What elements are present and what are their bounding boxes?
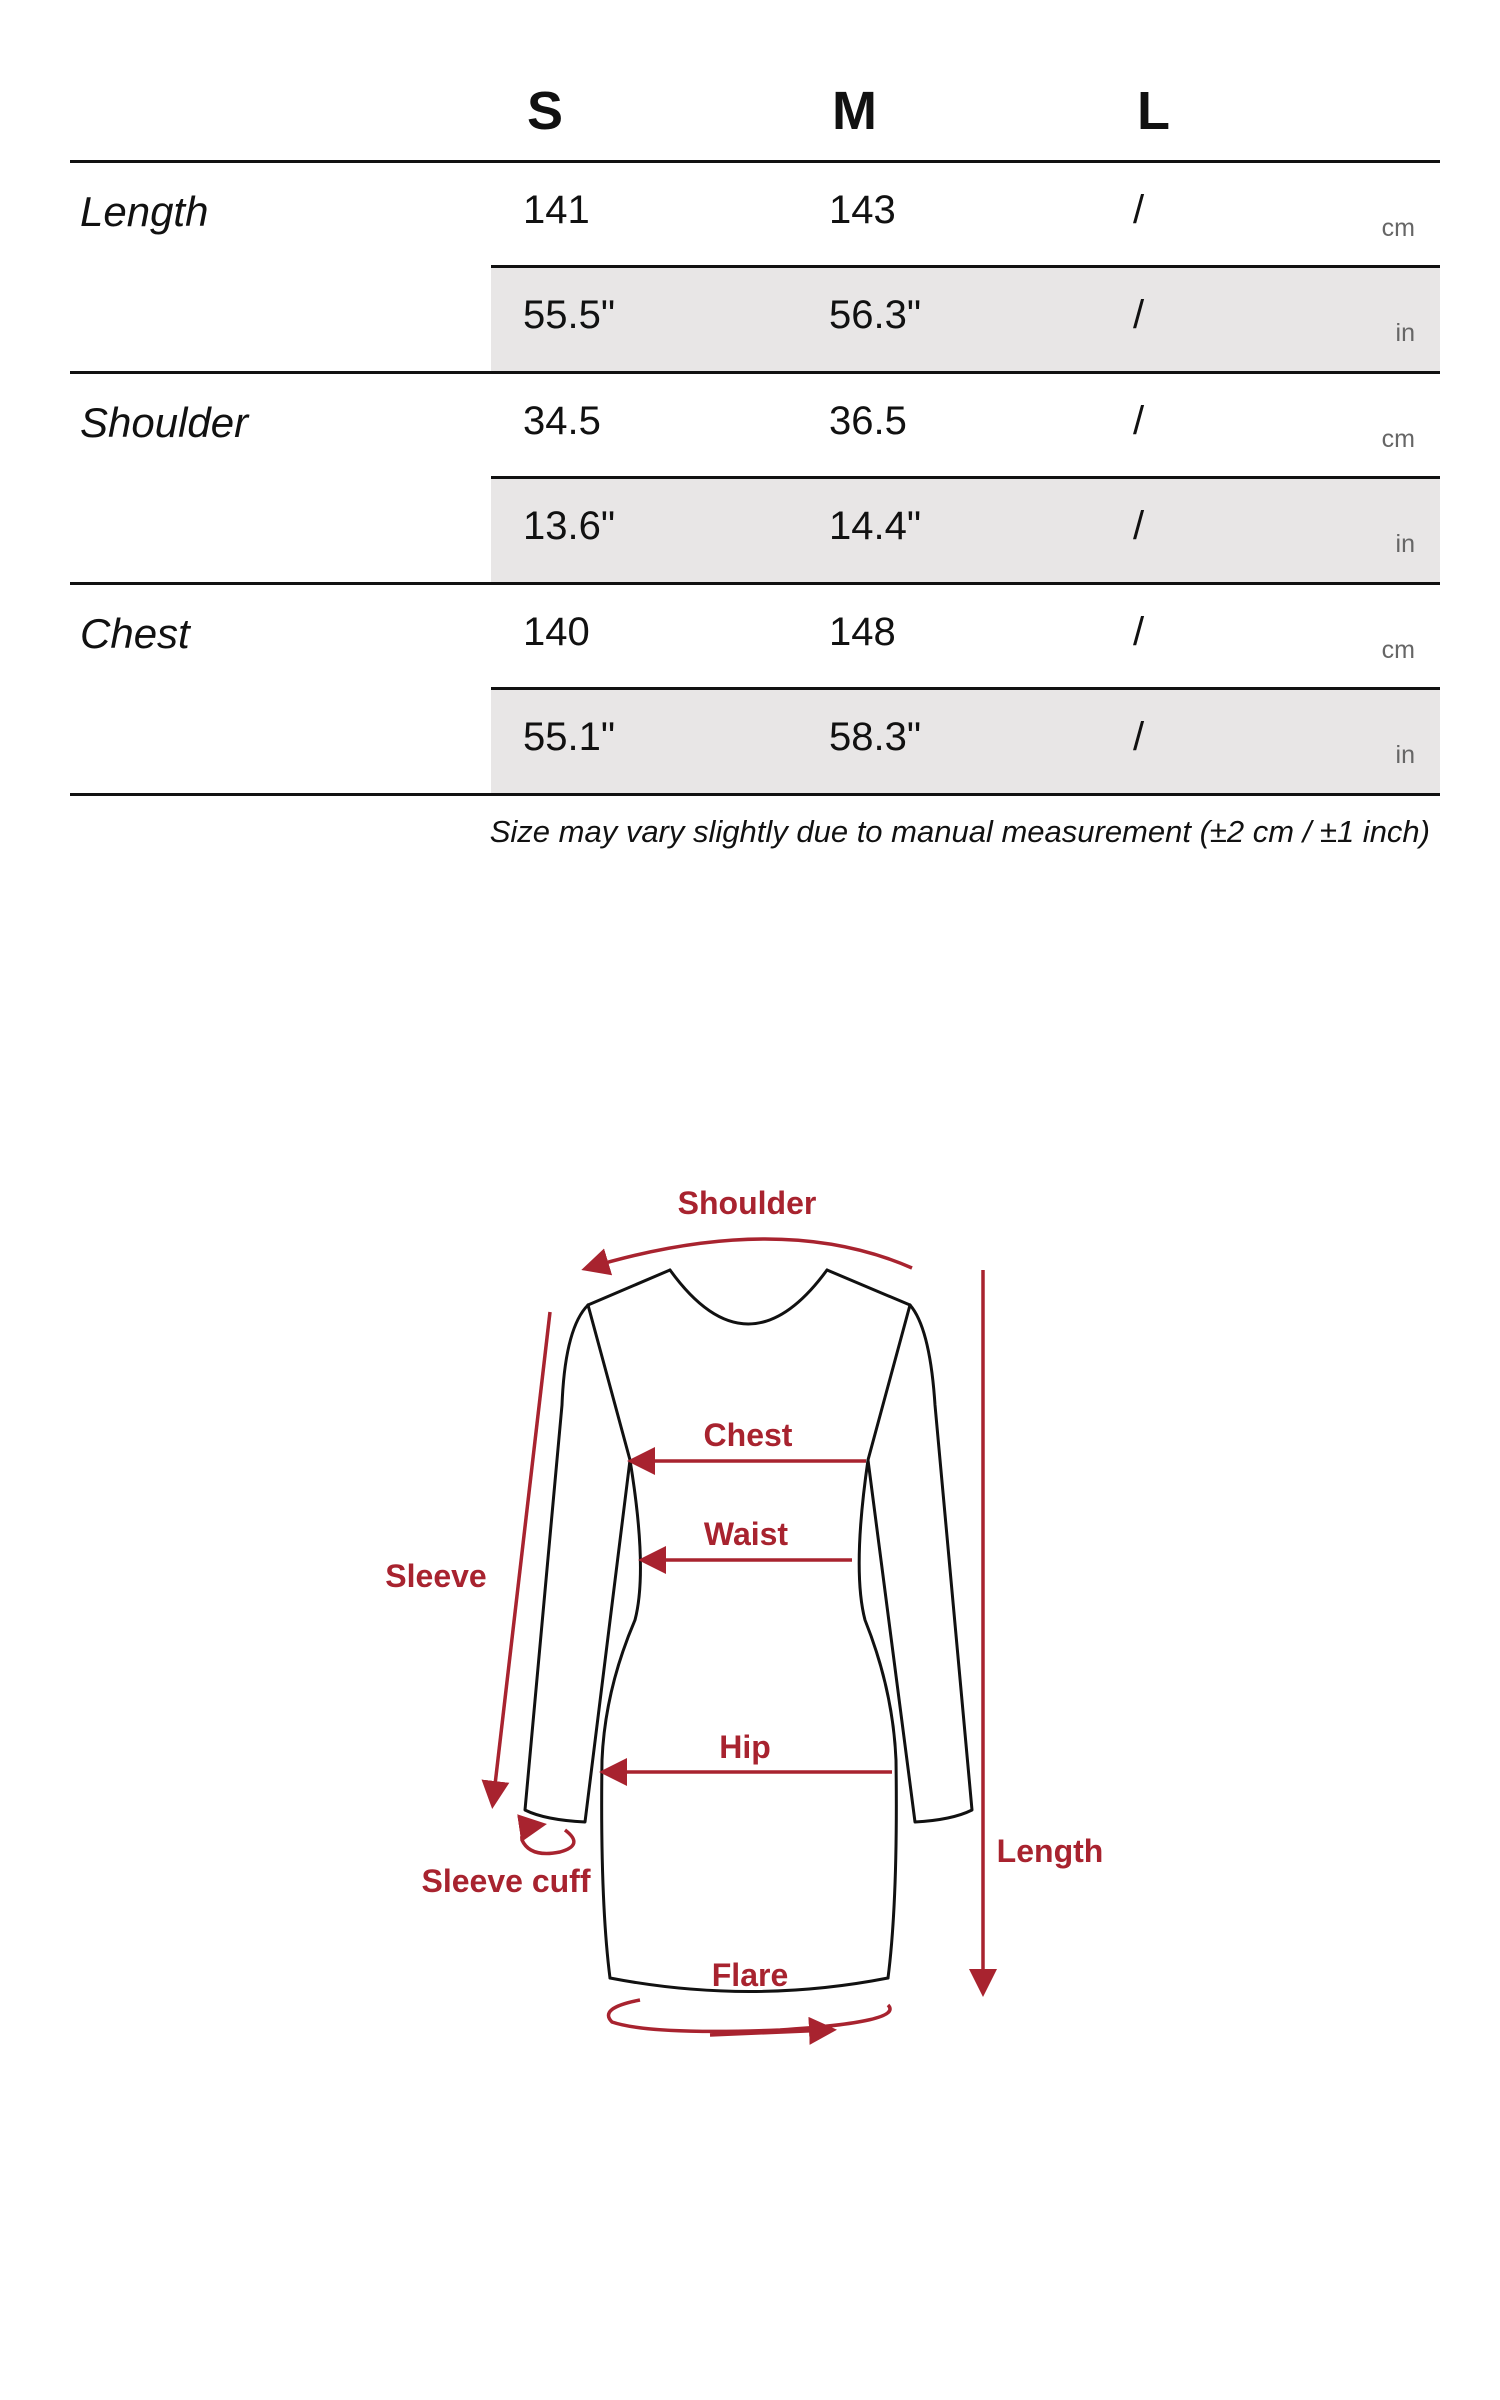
value-l-cm: / xyxy=(1133,610,1145,654)
label-shoulder: Shoulder xyxy=(677,1185,817,1221)
measurement-label: Shoulder xyxy=(80,399,249,446)
label-sleeve: Sleeve xyxy=(385,1558,487,1594)
right-body-edge xyxy=(859,1305,910,1978)
label-waist: Waist xyxy=(703,1516,789,1552)
size-table xyxy=(0,0,1500,880)
measurement-label: Length xyxy=(80,188,209,235)
dress-measurement-diagram xyxy=(0,1100,1500,2100)
value-s-cm: 141 xyxy=(523,188,590,232)
table-row xyxy=(0,584,1500,688)
dress-outline xyxy=(525,1270,972,1992)
value-m-in: 56.3" xyxy=(829,293,922,337)
label-chest: Chest xyxy=(703,1417,793,1453)
row-shade xyxy=(491,478,1440,582)
flare-arrow xyxy=(609,2000,891,2035)
unit-in: in xyxy=(1395,741,1415,769)
table-row xyxy=(0,373,1500,477)
measurement-label: Chest xyxy=(80,610,190,657)
label-length: Length xyxy=(996,1833,1104,1869)
value-s-in: 55.5" xyxy=(523,293,616,337)
value-l-in: / xyxy=(1133,504,1145,548)
value-l-in: / xyxy=(1133,293,1145,337)
label-flare: Flare xyxy=(711,1957,789,1993)
table-row xyxy=(0,162,1500,266)
value-l-in: / xyxy=(1133,715,1145,759)
label-hip: Hip xyxy=(719,1729,771,1765)
row-rule xyxy=(491,476,1440,479)
diagram-labels xyxy=(385,1185,1103,1993)
unit-cm: cm xyxy=(1381,425,1415,453)
table-row xyxy=(0,267,1500,371)
row-rule xyxy=(491,265,1440,268)
shoulder-seam xyxy=(588,1270,910,1305)
neckline xyxy=(670,1270,827,1324)
value-s-in: 13.6" xyxy=(523,504,616,548)
right-sleeve xyxy=(868,1305,972,1822)
value-l-cm: / xyxy=(1133,399,1145,443)
table-row xyxy=(0,689,1500,793)
row-rule xyxy=(491,687,1440,690)
table-row xyxy=(0,478,1500,582)
unit-in: in xyxy=(1395,530,1415,558)
sleeve-arrow xyxy=(493,1312,550,1802)
header-size-l: L xyxy=(1137,81,1170,141)
value-s-in: 55.1" xyxy=(523,715,616,759)
value-s-cm: 34.5 xyxy=(523,399,601,443)
unit-cm: cm xyxy=(1381,636,1415,664)
row-shade xyxy=(491,689,1440,793)
unit-cm: cm xyxy=(1381,214,1415,242)
shoulder-arrow xyxy=(588,1239,912,1268)
header-size-s: S xyxy=(527,81,564,141)
left-body-edge xyxy=(588,1305,640,1978)
value-m-cm: 148 xyxy=(829,610,896,654)
value-m-cm: 143 xyxy=(829,188,896,232)
value-s-cm: 140 xyxy=(523,610,590,654)
header-size-m: M xyxy=(832,81,877,141)
value-l-cm: / xyxy=(1133,188,1145,232)
row-shade xyxy=(491,267,1440,371)
table-bottom-rule xyxy=(70,793,1440,796)
label-sleeve-cuff: Sleeve cuff xyxy=(421,1863,591,1899)
unit-in: in xyxy=(1395,319,1415,347)
value-m-in: 14.4" xyxy=(829,504,922,548)
value-m-in: 58.3" xyxy=(829,715,922,759)
measurement-note: Size may vary slightly due to manual measurement (±2 cm / ±1 inch) xyxy=(489,814,1430,849)
value-m-cm: 36.5 xyxy=(829,399,907,443)
sleeve-cuff-arrow xyxy=(522,1825,574,1854)
